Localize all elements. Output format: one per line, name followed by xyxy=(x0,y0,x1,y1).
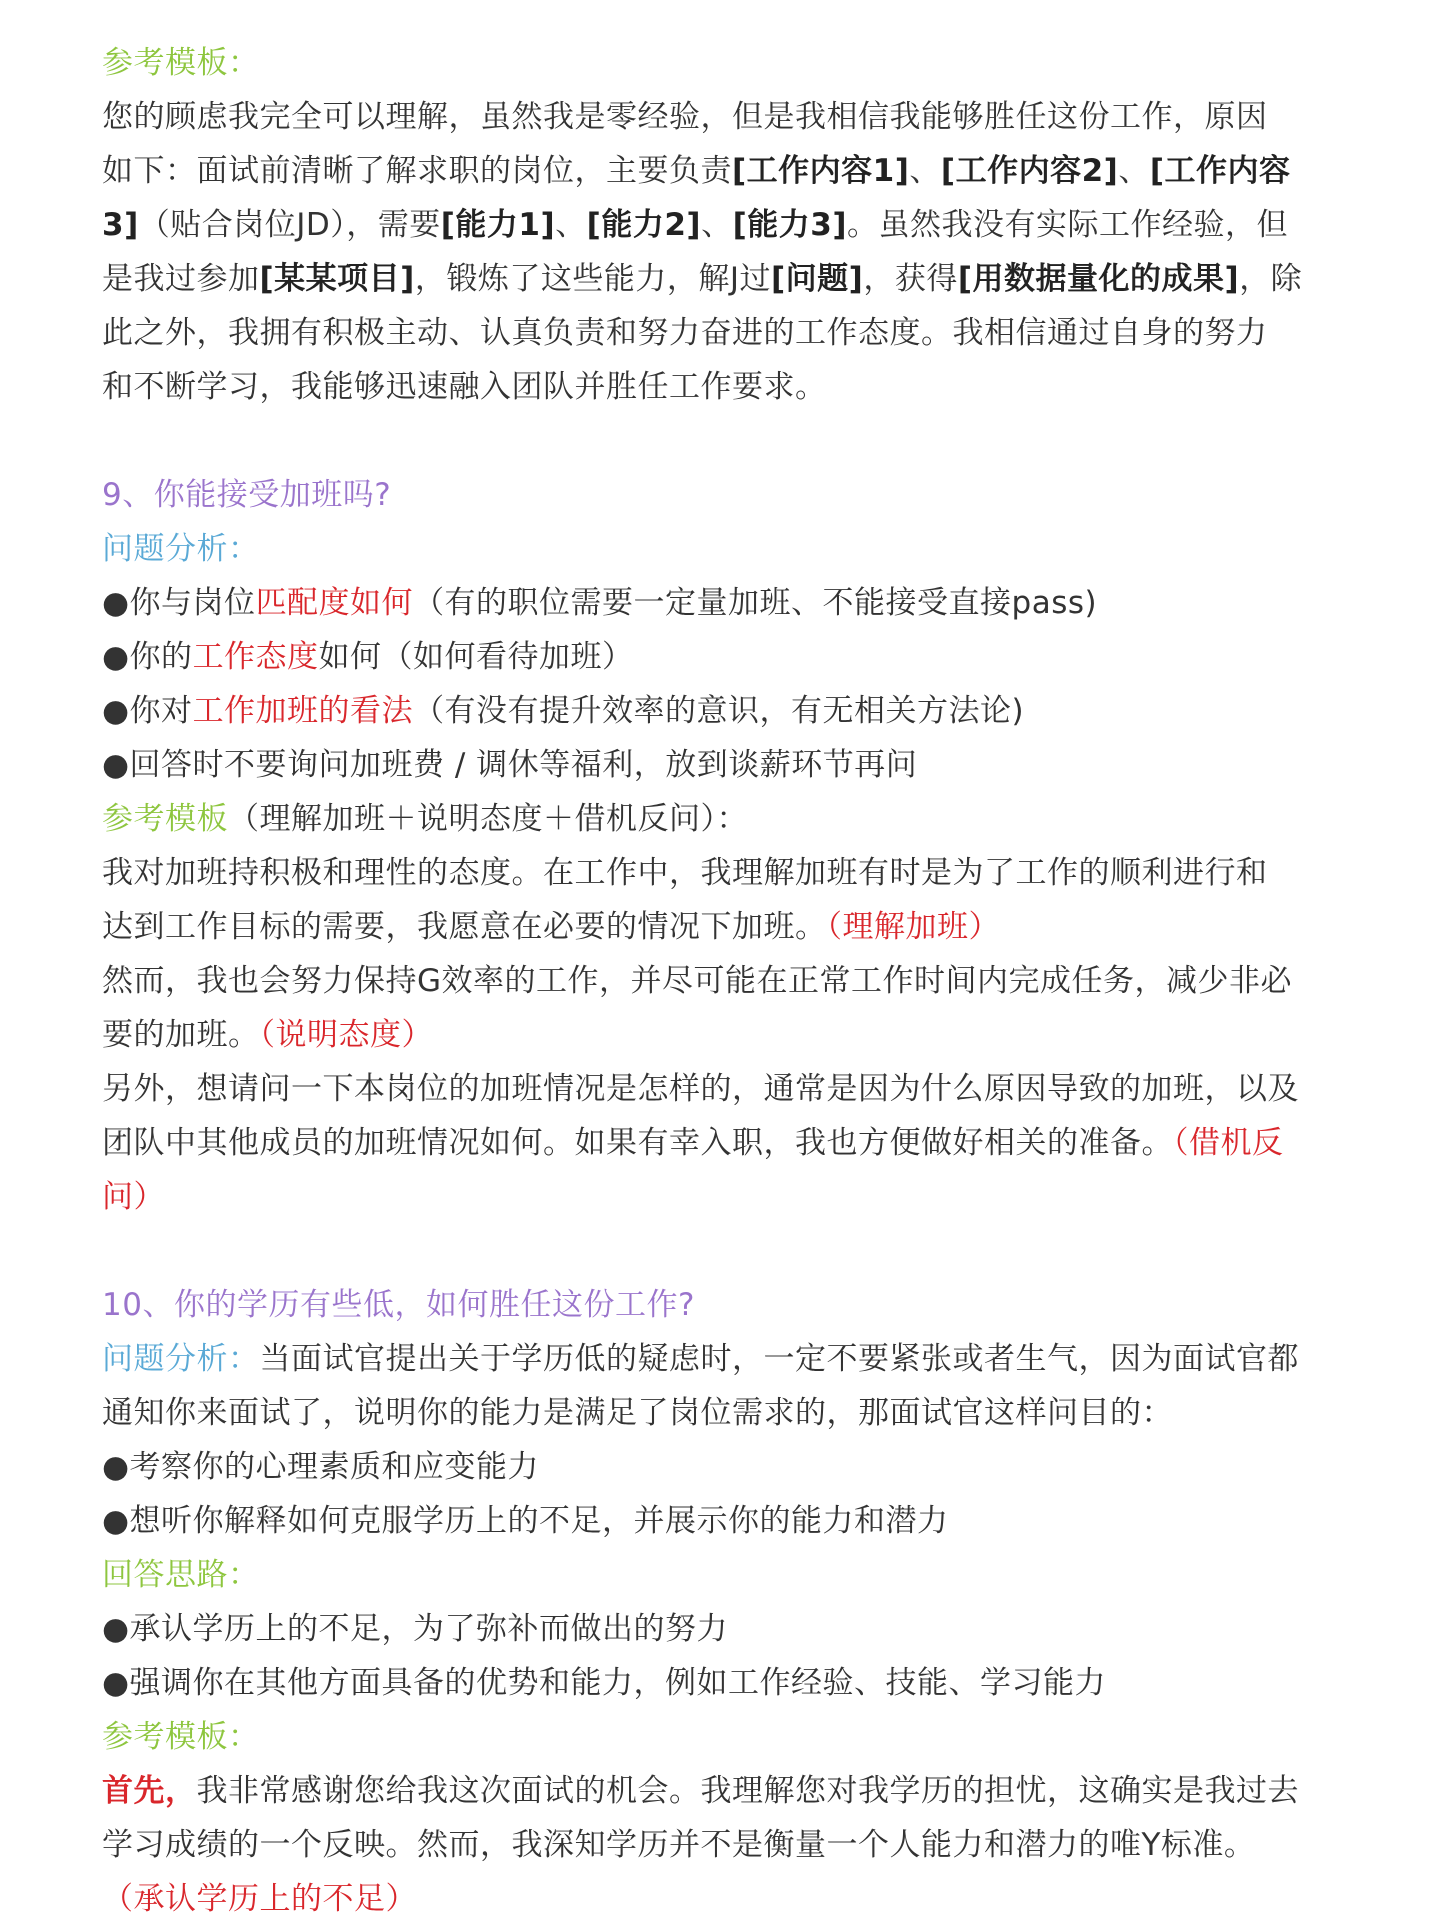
analysis-heading: 问题分析： xyxy=(102,1341,260,1377)
placeholder-text: [能力1] xyxy=(440,207,556,243)
paragraph-line: 此之外，我拥有积极主动、认真负责和努力奋进的工作态度。我相信通过自身的努力 xyxy=(102,315,1268,351)
placeholder-text: [工作内容1] xyxy=(732,153,910,189)
text: ，除 xyxy=(1239,261,1303,297)
question-10-title: 10、你的学历有些低，如何胜任这份工作? xyxy=(102,1287,695,1323)
bullet-item: ●想听你解释如何克服学历上的不足，并展示你的能力和潜力 xyxy=(102,1503,949,1539)
bullet-item: ●承认学历上的不足，为了弥补而做出的努力 xyxy=(102,1611,729,1647)
highlight-text: 匹配度如何 xyxy=(255,585,414,621)
annotation-text: （借机反 xyxy=(1173,1125,1284,1161)
analysis-heading: 问题分析： xyxy=(102,531,260,567)
text: （有的职位需要一定量加班、不能接受直接pass) xyxy=(413,585,1098,621)
annotation-text: （承认学历上的不足） xyxy=(102,1881,417,1917)
placeholder-text: [问题] xyxy=(771,261,864,297)
text: 团队中其他成员的加班情况如何。如果有幸入职，我也方便做好相关的准备。 xyxy=(102,1125,1173,1161)
placeholder-text: [用数据量化的成果] xyxy=(957,261,1240,297)
template-heading xyxy=(102,792,1332,846)
text: 。虽然我没有实际工作经验，但 xyxy=(846,207,1288,243)
paragraph-line xyxy=(102,252,1332,306)
paragraph-line xyxy=(102,198,1332,252)
paragraph-line: 我对加班持积极和理性的态度。在工作中，我理解加班有时是为了工作的顺利进行和 xyxy=(102,855,1268,891)
spacer xyxy=(102,414,1332,468)
text: （贴合岗位JD），需要 xyxy=(138,207,441,243)
text: 达到工作目标的需要，我愿意在必要的情况下加班。 xyxy=(102,909,827,945)
text: ●你与岗位 xyxy=(102,585,256,621)
placeholder-text: [工作内容 xyxy=(1149,153,1291,189)
text: 、 xyxy=(701,207,733,243)
reference-template-heading: 参考模板： xyxy=(102,1719,260,1755)
text: 、 xyxy=(1118,153,1150,189)
paragraph-line: 然而，我也会努力保持G效率的工作，并尽可能在正常工作时间内完成任务，减少非必 xyxy=(102,963,1293,999)
text: ●你对 xyxy=(102,693,193,729)
bullet-item: ●回答时不要询问加班费 / 调休等福利，放到谈薪环节再问 xyxy=(102,747,918,783)
text: ，锻炼了这些能力，解J过 xyxy=(414,261,771,297)
reference-template-heading: 参考模板： xyxy=(102,45,260,81)
bullet-item: ●强调你在其他方面具备的优势和能力，例如工作经验、技能、学习能力 xyxy=(102,1665,1107,1701)
answer-idea-heading: 回答思路： xyxy=(102,1557,260,1593)
placeholder-text: [能力2] xyxy=(586,207,702,243)
placeholder-text: [工作内容2] xyxy=(940,153,1119,189)
text: 是我过参加 xyxy=(102,261,260,297)
text: 当面试官提出关于学历低的疑虑时，一定不要紧张或者生气，因为面试官都 xyxy=(259,1341,1299,1377)
annotation-text: （理解加班） xyxy=(826,909,1000,945)
text: 、 xyxy=(555,207,587,243)
bullet-item: ●考察你的心理素质和应变能力 xyxy=(102,1449,540,1485)
paragraph-line: 学习成绩的一个反映。然而，我深知学历并不是衡量一个人能力和潜力的唯Y标准。 xyxy=(102,1827,1256,1863)
text: 如下：面试前清晰了解求职的岗位，主要负责 xyxy=(102,153,732,189)
placeholder-text: [能力3] xyxy=(732,207,847,243)
placeholder-text: 3] xyxy=(102,207,139,243)
text: 我非常感谢您给我这次面试的机会。我理解您对我学历的担忧，这确实是我过去 xyxy=(196,1773,1299,1809)
text: （有没有提升效率的意识，有无相关方法论) xyxy=(413,693,1025,729)
bullet-item xyxy=(102,684,1332,738)
paragraph-line: 另外，想请问一下本岗位的加班情况是怎样的，通常是因为什么原因导致的加班，以及 xyxy=(102,1071,1299,1107)
annotation-text: 问） xyxy=(102,1179,165,1215)
highlight-text: 工作态度 xyxy=(192,639,319,675)
text: 如何（如何看待加班） xyxy=(318,639,634,675)
template-label: 参考模板 xyxy=(102,801,228,837)
placeholder-text: [某某项目] xyxy=(259,261,415,297)
analysis-line xyxy=(102,1332,1332,1386)
bullet-item xyxy=(102,630,1332,684)
annotation-text: （说明态度） xyxy=(259,1017,433,1053)
paragraph-line xyxy=(102,1116,1332,1170)
question-9-title: 9、你能接受加班吗? xyxy=(102,477,392,513)
paragraph-line: 通知你来面试了，说明你的能力是满足了岗位需求的，那面试官这样问目的： xyxy=(102,1395,1173,1431)
paragraph-line xyxy=(102,1764,1332,1818)
emphasis-text: 首先， xyxy=(102,1773,197,1809)
paragraph-line xyxy=(102,144,1332,198)
paragraph-line: 您的顾虑我完全可以理解，虽然我是零经验，但是我相信我能够胜任这份工作，原因 xyxy=(102,99,1268,135)
paragraph-line xyxy=(102,1008,1332,1062)
text: ●你的 xyxy=(102,639,193,675)
spacer xyxy=(102,1224,1332,1278)
text: ，获得 xyxy=(863,261,958,297)
paragraph-line: 和不断学习，我能够迅速融入团队并胜任工作要求。 xyxy=(102,369,827,405)
bullet-item xyxy=(102,576,1332,630)
highlight-text: 工作加班的看法 xyxy=(192,693,414,729)
template-note: （理解加班＋说明态度＋借机反问）： xyxy=(228,801,748,837)
paragraph-line xyxy=(102,900,1332,954)
text: 要的加班。 xyxy=(102,1017,260,1053)
text: 、 xyxy=(909,153,941,189)
